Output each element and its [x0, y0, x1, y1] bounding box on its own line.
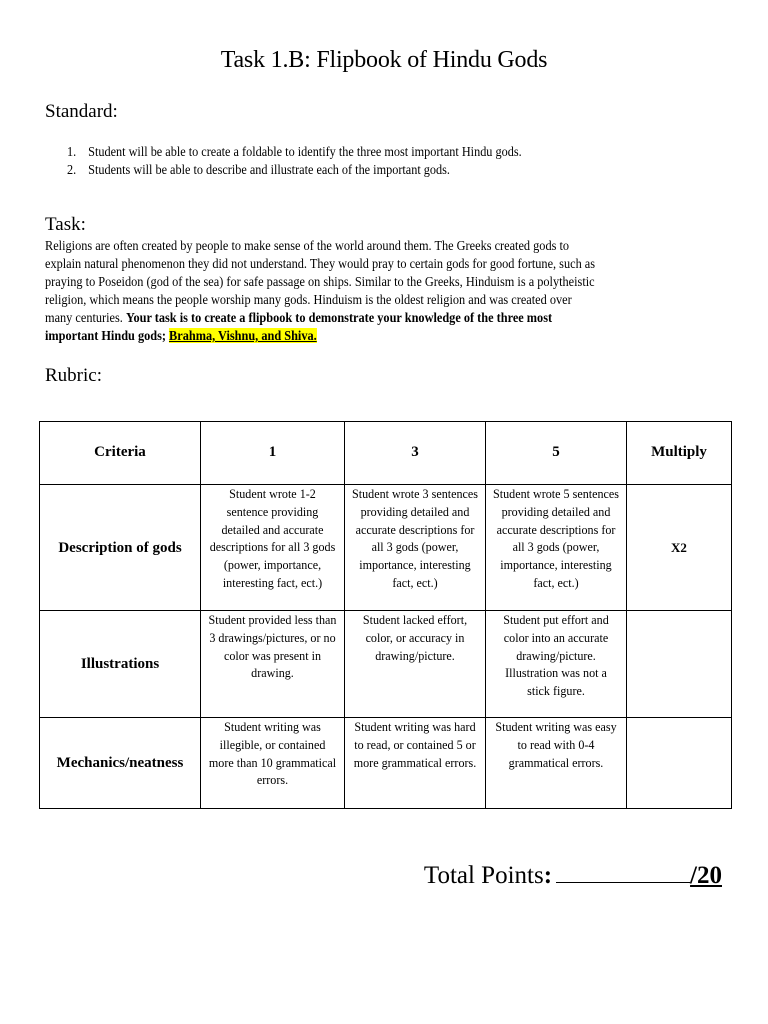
multiply-cell — [627, 718, 732, 809]
task-line: Religions are often created by people to make sense of the world around them. The Greeks created gods to — [45, 238, 570, 253]
total-points — [424, 860, 722, 890]
criteria-cell: Mechanics/neatness — [40, 718, 201, 809]
table-cell — [486, 485, 627, 611]
rubric-heading: Rubric: — [45, 365, 102, 386]
table-cell — [486, 718, 627, 809]
table-row — [40, 485, 732, 611]
task-description — [45, 237, 730, 345]
total-score: /20 — [690, 862, 722, 889]
cell-text: Student wrote 5 sentences providing detailed and accurate descriptions for all 3 gods (power, importance, interesting fact, ect.) — [493, 486, 619, 590]
task-line — [45, 309, 730, 327]
cell-text: Student writing was illegible, or contained more than 10 grammatical errors. — [208, 719, 337, 788]
column-header: 1 — [201, 422, 345, 485]
table-cell — [201, 718, 345, 809]
table-cell — [201, 611, 345, 718]
criteria-cell: Illustrations — [40, 611, 201, 718]
cell-text: Student writing was hard to read, or contained 5 or more grammatical errors. — [353, 719, 477, 770]
task-instruction: Your task is to create a flipbook to demonstrate your knowledge of the three most — [125, 310, 553, 325]
cell-text: Student put effort and color into an accurate drawing/picture. Illustration was not a stick figure. — [503, 612, 609, 699]
cell-text: Student wrote 3 sentences providing detailed and accurate descriptions for all 3 gods (power, importance, interesting fact, ect.) — [352, 486, 478, 590]
multiply-cell: X2 — [627, 485, 732, 611]
cell-text: Student provided less than 3 drawings/pictures, or no color was present in drawing. — [208, 612, 337, 681]
total-colon: : — [543, 862, 553, 889]
table-header-row — [40, 422, 732, 485]
task-line-text: many centuries. — [45, 310, 126, 325]
score-blank — [556, 860, 690, 883]
list-number: 1. — [67, 144, 77, 159]
cell-text: Student wrote 1-2 sentence providing detailed and accurate descriptions for all 3 gods (power, importance, interesting fact, ect.) — [209, 486, 336, 590]
task-line: explain natural phenomenon they did not understand. They would pray to certain gods for good fortune, such as — [45, 256, 596, 271]
list-number: 2. — [67, 161, 77, 177]
standard-list — [67, 143, 522, 178]
task-heading: Task: — [45, 214, 86, 235]
column-header: 3 — [345, 422, 486, 485]
standard-heading: Standard: — [45, 101, 118, 122]
cell-text: Student writing was easy to read with 0-4 grammatical errors. — [495, 719, 617, 770]
list-item — [67, 143, 522, 161]
task-instruction: important Hindu gods; — [45, 328, 170, 343]
list-text: Student will be able to create a foldable to identify the three most important Hindu gods. — [88, 144, 522, 159]
cell-text: Student lacked effort, color, or accuracy in drawing/picture. — [362, 612, 468, 663]
table-cell — [345, 718, 486, 809]
multiply-cell — [627, 611, 732, 718]
table-row — [40, 611, 732, 718]
task-line: religion, which means the people worship many gods. Hinduism is the oldest religion and was created over — [45, 292, 572, 307]
task-line — [45, 327, 730, 345]
column-header: Criteria — [40, 422, 201, 485]
table-row — [40, 718, 732, 809]
highlighted-gods: Brahma, Vishnu, and Shiva. — [169, 328, 317, 343]
list-text: Students will be able to describe and illustrate each of the important gods. — [88, 161, 450, 177]
rubric-table — [39, 421, 732, 809]
table-cell — [345, 485, 486, 611]
table-cell — [201, 485, 345, 611]
table-cell — [486, 611, 627, 718]
table-cell — [345, 611, 486, 718]
list-item — [67, 161, 522, 179]
total-label: Total Points — [423, 862, 544, 889]
column-header: Multiply — [627, 422, 732, 485]
criteria-cell: Description of gods — [40, 485, 201, 611]
page-title: Task 1.B: Flipbook of Hindu Gods — [220, 47, 548, 73]
column-header: 5 — [486, 422, 627, 485]
task-line: praying to Poseidon (god of the sea) for safe passage on ships. Similar to the Greeks, Hinduism is a polytheistic — [45, 274, 595, 289]
